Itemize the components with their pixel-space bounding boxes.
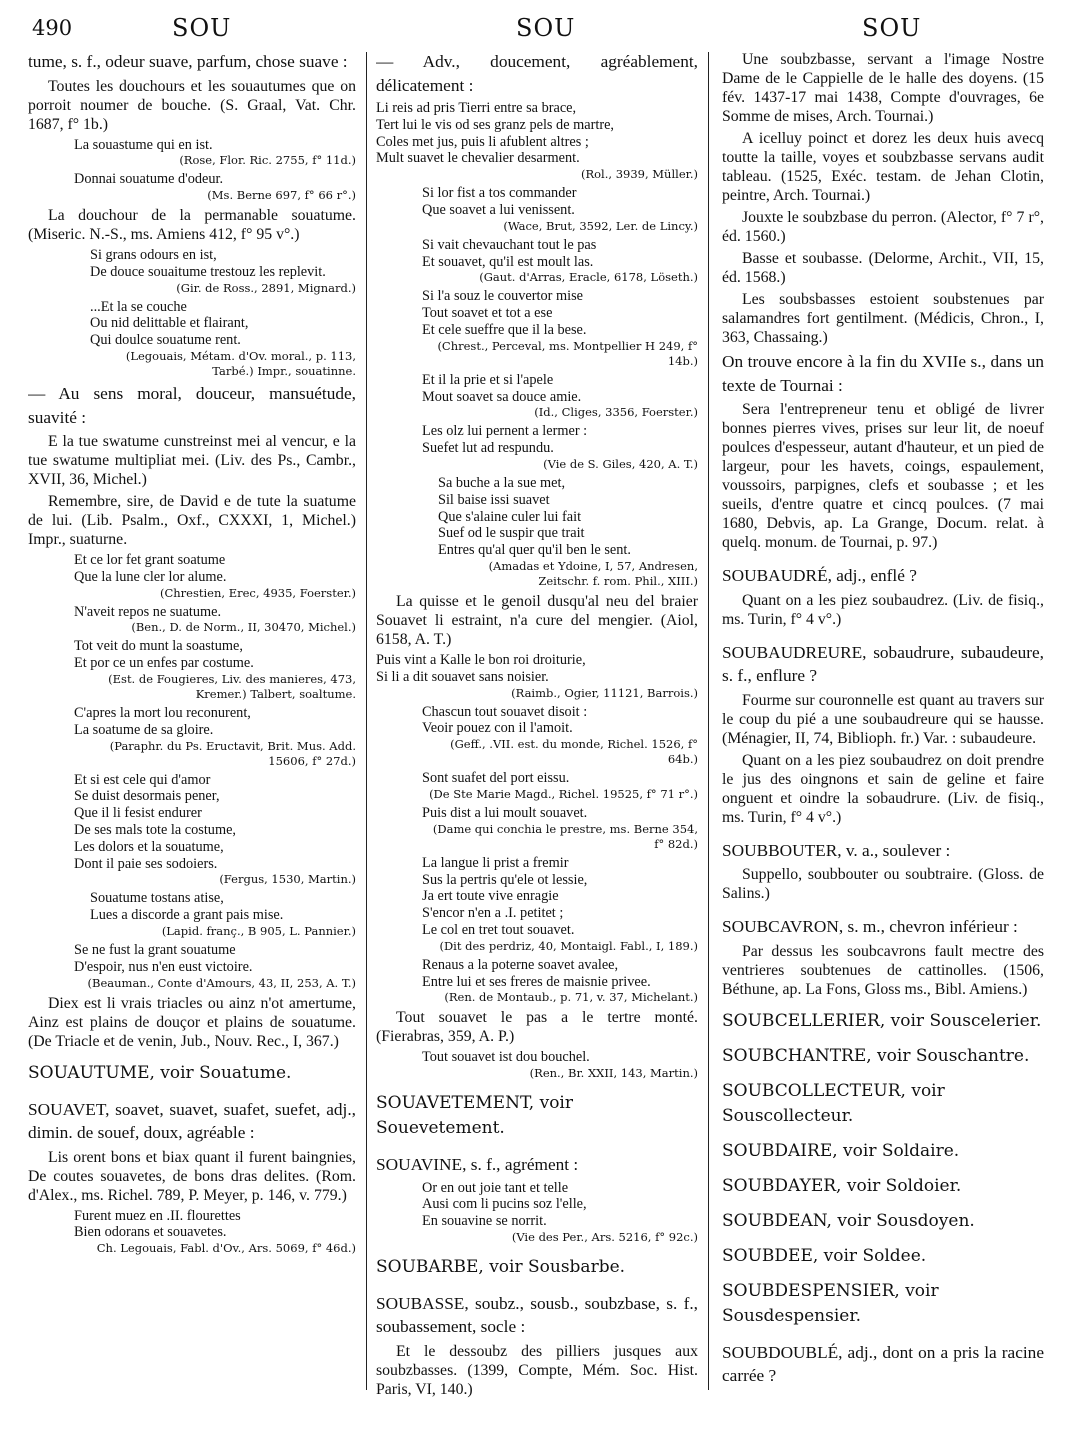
verse-line: Que s'alaine culer lui fait — [438, 508, 582, 525]
source-citation: (Fergus, 1530, Martin.) — [219, 872, 356, 887]
verse-quotation — [28, 137, 356, 169]
source-citation: (Ren., Br. XXII, 143, Martin.) — [529, 1066, 698, 1081]
verse-quotation — [376, 704, 698, 768]
verse-line: D'espoir, nus n'en eust victoire. — [74, 958, 253, 975]
verse-line: Que il li fesist endurer — [74, 805, 202, 822]
verse-line: Et por ce un enfes par costume. — [74, 655, 254, 672]
source-citation: (Dame qui conchia le prestre, ms. Berne 354, f° 82d.) — [432, 821, 698, 851]
cross-reference-entry: SOUBCOLLECTEUR, voir Souscollecteur. — [722, 1080, 945, 1126]
prose-quotation: Suppello, soubbouter ou soubtraire. (Gloss. de Salins.) — [722, 866, 1044, 902]
prose-quotation: A icelluy poinct et dorez les deux huis avecq toutte la taille, voyes et soubzbasse servans audit tableau. (1525, Exéc. testam. de Jehan Clotin, peintre, Arch. Tournai.) — [722, 130, 1044, 204]
verse-line: Si lor fist a tos commander — [422, 185, 577, 202]
cross-reference-entry: SOUBCELLERIER, voir Souscelerier. — [722, 1010, 1042, 1031]
prose-quotation: Par dessus les soubcavrons fault mectre des ventrieres soubtenues de cattinolles. (1506, Béthune, ap. La Fons, Gloss ms., Bibl. Amiens.) — [722, 942, 1044, 998]
verse-line: Bien odorans et souavetes. — [74, 1224, 227, 1241]
prose-quotation: Fourme sur couronnelle est quant au travers sur le coup du pié a une soubaudreure qui se hausse. (Ménagier, II, 74, Biblioph. fr.) Var. : subaudeure. — [722, 691, 1044, 747]
verse-line: Puis vint a Kalle le bon roi droiturie, — [376, 651, 586, 668]
verse-quotation — [28, 772, 356, 888]
prose-quotation: Basse et soubasse. (Delorme, Archit., VII, 15, éd. 1568.) — [722, 250, 1044, 286]
prose-quotation: Sera l'entrepreneur tenu et obligé de livrer bonnes pierres vives, prises sur leur lit, de noeuf poulces d'espesseur, autant d'hauteur, et un pied de largeur, pour les havets, coings, espaulement, voussoirs, parpignes, clefs et soubasse ; et les sueils, d'entre quatre et cincq poulces. (7 mai 1680, Debvis, ap. La Grange, Docum. relat. à quelq. monum. de Tournai, p. 97.) — [722, 401, 1044, 551]
verse-quotation — [376, 652, 698, 701]
verse-quotation — [28, 299, 356, 379]
entry-definition: On trouve encore à la fin du XVIIe s., dans un texte de Tournai : — [722, 352, 1044, 395]
entry-headword: SOUBAUDREURE, sobaudrure, subaudeure, s. f., enflure ? — [722, 642, 1044, 685]
verse-line: N'aveit repos ne suatume. — [74, 603, 222, 620]
prose-quotation: La quisse et le genoil dusqu'al neu del braier Souavet li estraint, n'a cure del mengier. (Aiol, 6158, A. T.) — [376, 592, 698, 648]
verse-line: Tout souavet ist dou bouchel. — [422, 1049, 590, 1066]
source-citation: (Vie des Per., Ars. 5216, f° 92c.) — [511, 1229, 698, 1244]
verse-line: ...Et la se couche — [90, 298, 187, 315]
source-citation: (Gir. de Ross., 2891, Mignard.) — [176, 280, 356, 295]
source-citation: (Beauman., Conte d'Amours, 43, II, 253, A. T.) — [87, 975, 356, 990]
verse-line: Se duist desormais pener, — [74, 788, 220, 805]
verse-quotation — [376, 1180, 698, 1245]
verse-line: C'apres la mort lou reconurent, — [74, 705, 251, 722]
verse-line: La souastume qui en ist. — [74, 136, 213, 153]
verse-line: Les dolors et la souatume, — [74, 838, 224, 855]
verse-quotation — [376, 423, 698, 472]
verse-line: Mult suavet le chevalier desarment. — [376, 150, 580, 167]
entry-headword: SOUAVET, soavet, suavet, suafet, suefet, adj., dimin. de souef, doux, agréable : — [28, 1099, 356, 1143]
verse-line: Ou nid delittable et flairant, — [90, 315, 249, 332]
verse-line: Entres qu'al quer qu'il ben le sent. — [438, 542, 631, 559]
verse-quotation — [376, 855, 698, 954]
verse-quotation — [376, 288, 698, 368]
cross-reference-entry: SOUBDAYER, voir Soldoier. — [722, 1175, 962, 1196]
verse-line: La langue li prist a fremir — [422, 854, 569, 871]
verse-quotation — [28, 171, 356, 203]
verse-quotation — [28, 942, 356, 991]
prose-quotation: Tout souavet le pas a le tertre monté. (Fierabras, 359, A. P.) — [376, 1009, 698, 1046]
verse-line: Tout soavet et tot a ese — [422, 305, 553, 322]
prose-quotation: Et le dessoubz des pilliers jusques aux soubzbasses. (1399, Compte, Mém. Soc. Hist. Paris, VI, 140.) — [376, 1342, 698, 1398]
page-header — [0, 6, 1078, 48]
verse-line: Tot veit do munt la soastume, — [74, 638, 243, 655]
verse-quotation — [376, 372, 698, 421]
verse-line: Que la lune cler lor alume. — [74, 568, 227, 585]
source-citation: (Id., Cliges, 3356, Foerster.) — [534, 405, 698, 420]
verse-line: Que soavet a lui venissent. — [422, 201, 575, 218]
verse-quotation — [28, 705, 356, 769]
source-citation: (Legouais, Métam. d'Ov. moral., p. 113, Tarbé.) Impr., souatinne. — [125, 349, 356, 379]
verse-line: La soatume de sa gloire. — [74, 721, 214, 738]
running-head-right: SOU — [862, 14, 922, 42]
verse-line: Si grans odours en ist, — [90, 247, 217, 264]
source-citation: (Raimb., Ogier, 11121, Barrois.) — [511, 685, 698, 700]
verse-line: Tert lui le vis od ses granz pels de martre, — [376, 116, 614, 133]
source-citation: (Dit des perdriz, 40, Montaigl. Fabl., I, 189.) — [439, 938, 698, 953]
verse-line: Puis dist a lui moult souavet. — [422, 804, 588, 821]
verse-line: Lues a discorde a grant pais mise. — [90, 907, 284, 924]
verse-line: S'encor n'en a .I. petitet ; — [422, 905, 564, 922]
verse-line: Li reis ad pris Tierri entre sa brace, — [376, 100, 577, 116]
verse-line: Sont suafet del port eissu. — [422, 770, 570, 787]
entry-headword: SOUBASSE, soubz., sousb., soubzbase, s. f., soubassement, socle : — [376, 1293, 698, 1337]
source-citation: (Rol., 3939, Müller.) — [580, 167, 698, 182]
verse-quotation — [28, 247, 356, 296]
column-left — [28, 50, 356, 1259]
source-citation: (Chrest., Perceval, ms. Montpellier H 249, f° 14b.) — [437, 338, 698, 368]
source-citation: (Vie de S. Giles, 420, A. T.) — [543, 456, 698, 471]
source-citation: (Wace, Brut, 3592, Ler. de Lincy.) — [503, 218, 698, 233]
verse-line: Si l'a souz le couvertor mise — [422, 288, 583, 305]
prose-quotation: Toutes les douchours et les souautumes que on porroit noumer de bouche. (S. Graal, Vat. Chr. 1687, f° 1b.) — [28, 77, 356, 133]
verse-quotation — [376, 237, 698, 286]
verse-quotation — [28, 1208, 356, 1257]
verse-line: Souatume tostans atise, — [90, 890, 224, 907]
page-number: 490 — [32, 16, 73, 40]
prose-quotation: Diex est li vrais triacles ou ainz n'ot amertume, Ainz est plains de douçor et plains de souatume. (De Triacle et de venin, Jub., Nouv. Rec., I, 367.) — [28, 994, 356, 1050]
verse-quotation — [376, 1049, 698, 1081]
entry-definition: — Adv., doucement, agréablement, délicatement : — [376, 52, 698, 95]
verse-line: Si li a dit souavet sans noisier. — [376, 668, 549, 685]
entry-headword: SOUAVINE, s. f., agrément : — [376, 1155, 579, 1175]
prose-quotation: La douchour de la permanable souatume. (Miseric. N.-S., ms. Amiens 412, f° 95 v°.) — [28, 207, 356, 244]
source-citation: (Lapid. franç., B 905, L. Pannier.) — [161, 924, 356, 939]
verse-quotation — [28, 552, 356, 601]
prose-quotation: E la tue swatume cunstreinst mei al vencur, e la tue swatume multipliat mei. (Liv. des Ps., Cambr., XVII, 36, Michel.) — [28, 433, 356, 489]
verse-quotation — [376, 957, 698, 1006]
source-citation: (Ben., D. de Norm., II, 30470, Michel.) — [131, 620, 356, 635]
cross-reference-entry: SOUAVETEMENT, voir Souevetement. — [376, 1093, 573, 1139]
prose-quotation: Les soubsbasses estoient soubstenues par salamandres fort gentilment. (Médicis, Chron., I, 363, Chassaing.) — [722, 291, 1044, 346]
cross-reference-entry: SOUAUTUME, voir Souatume. — [28, 1062, 292, 1083]
verse-quotation — [28, 890, 356, 939]
running-head-center: SOU — [516, 14, 576, 42]
verse-line: Et il la prie et si l'apele — [422, 371, 554, 388]
verse-quotation — [376, 805, 698, 852]
running-head-left: SOU — [172, 14, 232, 42]
verse-line: Qui doulce souatume rent. — [90, 332, 241, 349]
verse-line: Suefet lut ad respundu. — [422, 440, 554, 457]
verse-line: Ausi com li pucins soz l'elle, — [422, 1196, 587, 1213]
source-citation: Ch. Legouais, Fabl. d'Ov., Ars. 5069, f° 46d.) — [96, 1241, 356, 1256]
source-citation: (Chrestien, Erec, 4935, Foerster.) — [159, 585, 356, 600]
verse-line: Coles met jus, puis li afublent altres ; — [376, 133, 589, 150]
entry-headword: SOUBDOUBLÉ, adj., dont on a pris la racine carrée ? — [722, 1342, 1044, 1385]
verse-line: Et cele sueffre que il la bese. — [422, 321, 587, 338]
verse-line: En souavine se norrit. — [422, 1213, 547, 1230]
column-right — [722, 50, 1044, 1391]
verse-line: De douce souaitume trestouz les replevit. — [90, 263, 326, 280]
verse-line: Veoir pouez con il l'amoit. — [422, 720, 573, 737]
cross-reference-entry: SOUBDAIRE, voir Soldaire. — [722, 1140, 960, 1161]
source-citation: (Rose, Flor. Ric. 2755, f° 11d.) — [179, 153, 356, 168]
entry-definition: tume, s. f., odeur suave, parfum, chose suave : — [28, 52, 348, 71]
verse-line: Et si est cele qui d'amor — [74, 771, 211, 788]
prose-quotation: Quant on a les piez soubaudrez. (Liv. de fisiq., ms. Turin, f° 4 v°.) — [722, 591, 1044, 628]
prose-quotation: Remembre, sire, de David e de tute la suatume de lui. (Lib. Psalm., Oxf., CXXXI, 1, Michel.) Impr., suaturne. — [28, 493, 356, 549]
prose-quotation: Lis orent bons et biax quant il furent baingnies, De coutes souavetes, de bons dras delites. (Rom. d'Alex., ms. Richel. 789, P. Meyer, p. 146, v. 779.) — [28, 1148, 356, 1204]
verse-line: Si vait chevauchant tout le pas — [422, 236, 597, 253]
entry-headword: SOUBAUDRÉ, adj., enflé ? — [722, 566, 917, 585]
verse-line: Et souavet, qu'il est moult las. — [422, 253, 594, 270]
prose-quotation: Jouxte le soubzbase du perron. (Alector, f° 7 r°, éd. 1560.) — [722, 209, 1044, 245]
verse-line: Se ne fust la grant souatume — [74, 942, 236, 959]
source-citation: (De Ste Marie Magd., Richel. 19525, f° 71 r°.) — [429, 786, 698, 801]
verse-quotation — [376, 770, 698, 802]
column-middle — [376, 50, 698, 1402]
verse-line: Le col en tret tout souavet. — [422, 921, 575, 938]
source-citation: (Ren. de Montaub., p. 71, v. 37, Michelant.) — [444, 990, 698, 1005]
verse-quotation — [376, 185, 698, 234]
verse-line: Mout soavet sa douce amie. — [422, 388, 582, 405]
column-rule-left — [366, 52, 367, 1390]
verse-line: Or en out joie tant et telle — [422, 1179, 569, 1196]
verse-line: Furent muez en .II. flourettes — [74, 1207, 241, 1224]
verse-line: De ses mals tote la costume, — [74, 822, 236, 839]
entry-headword: SOUBCAVRON, s. m., chevron inférieur : — [722, 917, 1018, 936]
source-citation: (Amadas et Ydoine, I, 57, Andresen, Zeitschr. f. rom. Phil., XIII.) — [488, 558, 698, 588]
verse-line: Dont il paie ses sodoiers. — [74, 855, 218, 872]
cross-reference-entry: SOUBCHANTRE, voir Souschantre. — [722, 1045, 1030, 1066]
verse-quotation — [376, 475, 698, 589]
verse-quotation — [28, 604, 356, 636]
cross-reference-entry: SOUBARBE, voir Sousbarbe. — [376, 1256, 626, 1277]
verse-line: Chascun tout souavet disoit : — [422, 703, 588, 720]
verse-quotation — [376, 100, 698, 182]
verse-line: Sa buche a la sue met, — [438, 474, 566, 491]
cross-reference-entry: SOUBDEAN, voir Sousdoyen. — [722, 1210, 975, 1231]
verse-quotation — [28, 638, 356, 702]
verse-line: Donnai souatume d'odeur. — [74, 171, 224, 188]
column-rule-right — [708, 52, 709, 1390]
verse-line: Entre lui et ses freres de maisnie privee. — [422, 973, 651, 990]
prose-quotation: Quant on a les piez soubaudrez on doit prendre le jus des oingnons et sain de geline et faire onguent et oindre la sobaudrure. (Liv. de fisiq., ms. Turin, f° 4 v°.) — [722, 751, 1044, 826]
prose-quotation: Une soubzbasse, servant a l'image Nostre Dame de le Cappielle de le halle des doyens. (15 fév. 1437-17 mai 1438, Compte d'ouvrages, 6e Somme de mises, Arch. Tournai.) — [722, 51, 1044, 125]
verse-line: Renaus a la poterne soavet avalee, — [422, 956, 619, 973]
entry-definition: — Au sens moral, douceur, mansuétude, suavité : — [28, 384, 356, 427]
entry-headword: SOUBBOUTER, v. a., soulever : — [722, 840, 951, 860]
verse-line: Et ce lor fet grant soatume — [74, 552, 226, 569]
verse-line: Sus la pertris qu'ele ot lessie, — [422, 871, 588, 888]
verse-line: Ja ert toute vive enragie — [422, 888, 559, 905]
source-citation: (Paraphr. du Ps. Eructavit, Brit. Mus. Add. 15606, f° 27d.) — [109, 738, 356, 768]
verse-line: Suef od le suspir que trait — [438, 525, 585, 542]
verse-line: Les olz lui pernent a lermer : — [422, 423, 588, 440]
source-citation: (Ms. Berne 697, f° 66 r°.) — [207, 188, 356, 203]
source-citation: (Geff., .VII. est. du monde, Richel. 1526, f° 64b.) — [450, 737, 698, 767]
verse-line: Sil baise issi suavet — [438, 491, 550, 508]
cross-reference-entry: SOUBDEE, voir Soldee. — [722, 1245, 927, 1266]
source-citation: (Gaut. d'Arras, Eracle, 6178, Löseth.) — [479, 270, 698, 285]
cross-reference-entry: SOUBDESPENSIER, voir Sousdespensier. — [722, 1280, 939, 1326]
source-citation: (Est. de Fougieres, Liv. des manieres, 473, Kremer.) Talbert, soaltume. — [108, 672, 356, 702]
